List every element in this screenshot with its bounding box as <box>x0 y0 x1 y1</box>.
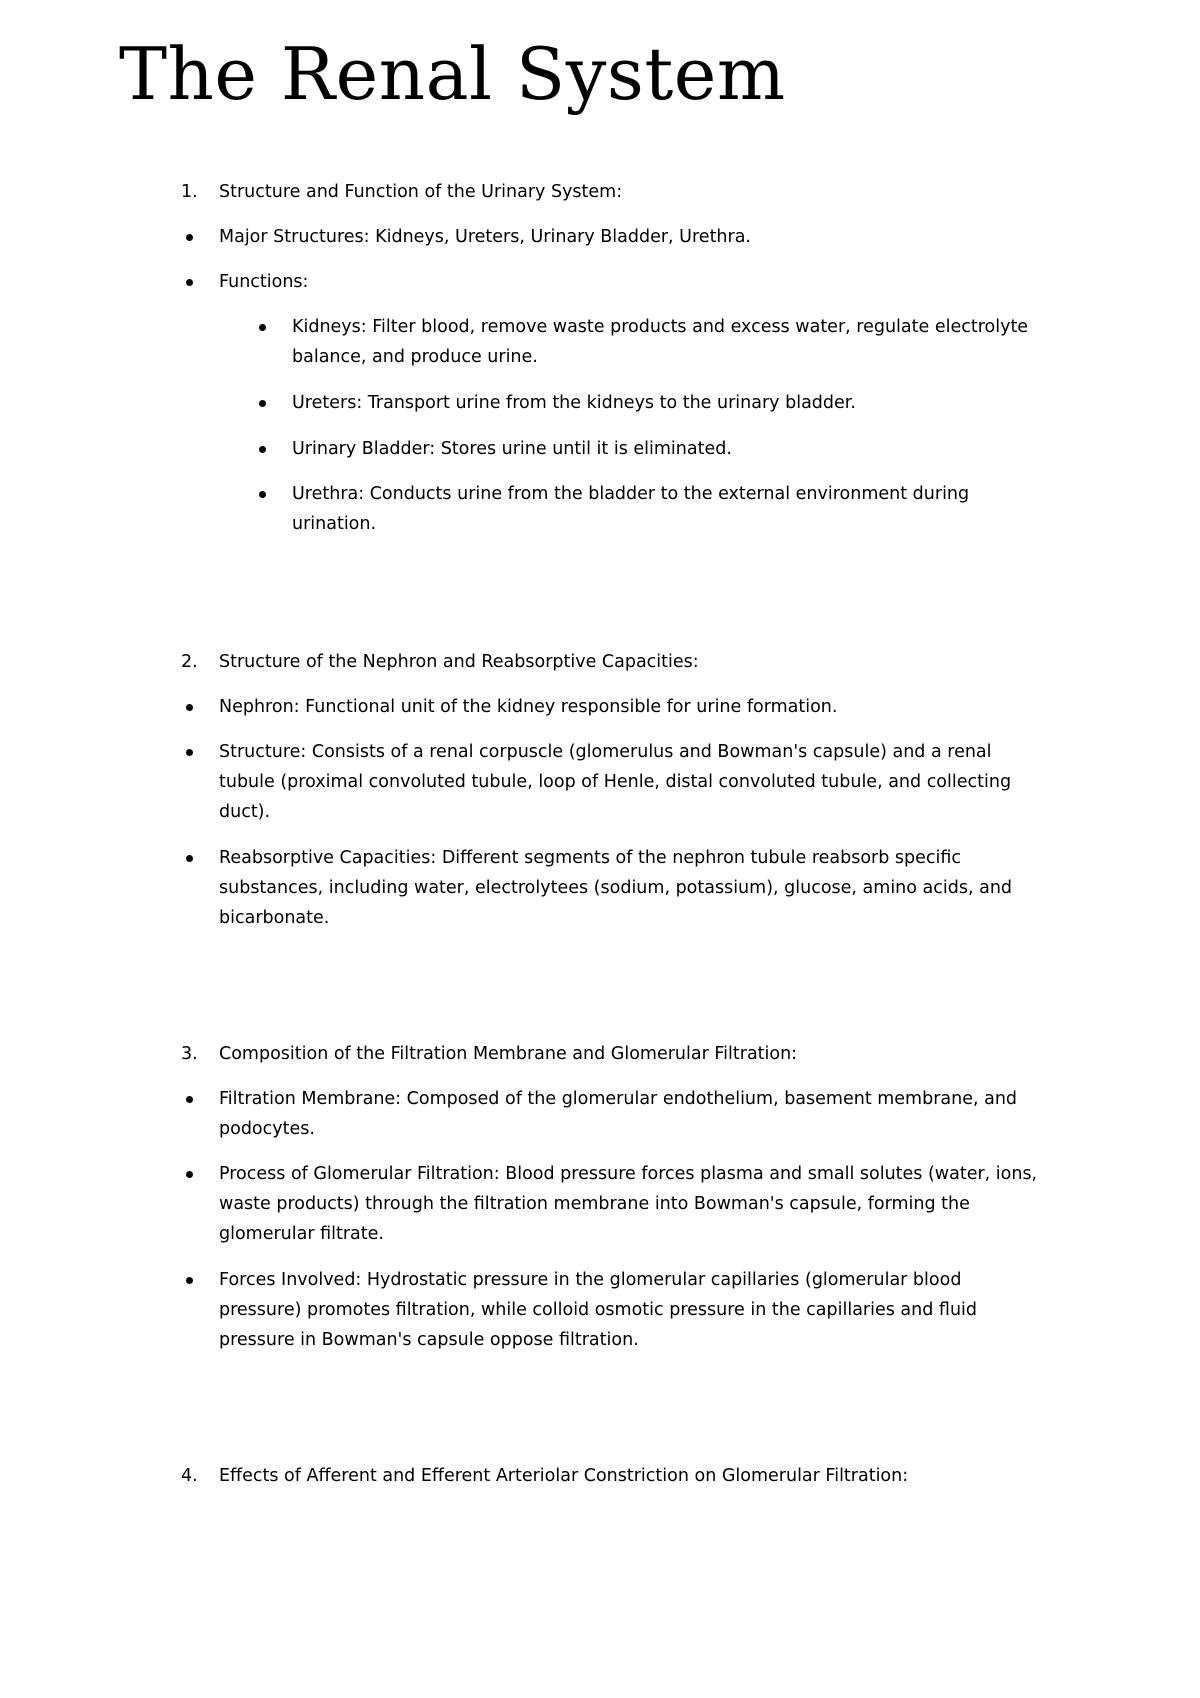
section-heading: Composition of the Filtration Membrane and Glomerular Filtration: <box>219 1044 798 1064</box>
section-heading: Effects of Afferent and Efferent Arteriolar Constriction on Glomerular Filtration: <box>219 1466 909 1486</box>
section-heading: Structure and Function of the Urinary System: <box>219 182 623 202</box>
bullet-text-line: Major Structures: Kidneys, Ureters, Urinary Bladder, Urethra. <box>219 227 751 247</box>
bullet-dot-icon <box>186 1171 193 1178</box>
bullet-dot-icon <box>186 1096 193 1103</box>
subbullet-text-line: Kidneys: Filter blood, remove waste products and excess water, regulate electrolyte <box>292 317 1029 337</box>
bullet-dot-icon <box>259 491 266 498</box>
bullet-text-line: Forces Involved: Hydrostatic pressure in the glomerular capillaries (glomerular blood <box>219 1270 962 1290</box>
bullet-text-line: Functions: <box>219 272 309 292</box>
subbullet-text-line: balance, and produce urine. <box>292 347 538 367</box>
bullet-text-line: glomerular filtrate. <box>219 1224 384 1244</box>
bullet-dot-icon <box>259 324 266 331</box>
bullet-text-line: Structure: Consists of a renal corpuscle (glomerulus and Bowman's capsule) and a renal <box>219 742 992 762</box>
list-number: 2. <box>181 652 198 672</box>
bullet-dot-icon <box>186 855 193 862</box>
bullet-text-line: waste products) through the filtration membrane into Bowman's capsule, forming the <box>219 1194 970 1214</box>
document-title: The Renal System <box>119 32 786 116</box>
bullet-dot-icon <box>186 234 193 241</box>
bullet-dot-icon <box>186 1277 193 1284</box>
subbullet-text-line: Urethra: Conducts urine from the bladder to the external environment during <box>292 484 970 504</box>
bullet-dot-icon <box>186 749 193 756</box>
bullet-text-line: Reabsorptive Capacities: Different segments of the nephron tubule reabsorb specific <box>219 848 962 868</box>
bullet-dot-icon <box>186 279 193 286</box>
bullet-text-line: bicarbonate. <box>219 908 330 928</box>
bullet-text-line: podocytes. <box>219 1119 315 1139</box>
subbullet-text-line: urination. <box>292 514 377 534</box>
bullet-dot-icon <box>186 704 193 711</box>
bullet-text-line: Nephron: Functional unit of the kidney responsible for urine formation. <box>219 697 838 717</box>
subbullet-text-line: Ureters: Transport urine from the kidneys to the urinary bladder. <box>292 393 856 413</box>
list-number: 1. <box>181 182 198 202</box>
bullet-text-line: Filtration Membrane: Composed of the glomerular endothelium, basement membrane, and <box>219 1089 1018 1109</box>
bullet-dot-icon <box>259 400 266 407</box>
bullet-text-line: pressure) promotes filtration, while colloid osmotic pressure in the capillaries and fluid <box>219 1300 978 1320</box>
bullet-dot-icon <box>259 446 266 453</box>
bullet-text-line: substances, including water, electrolytees (sodium, potassium), glucose, amino acids, and <box>219 878 1013 898</box>
section-heading: Structure of the Nephron and Reabsorptive Capacities: <box>219 652 699 672</box>
bullet-text-line: tubule (proximal convoluted tubule, loop of Henle, distal convoluted tubule, and collecting <box>219 772 1012 792</box>
bullet-text-line: duct). <box>219 802 271 822</box>
bullet-text-line: Process of Glomerular Filtration: Blood pressure forces plasma and small solutes (water, ions, <box>219 1164 1038 1184</box>
bullet-text-line: pressure in Bowman's capsule oppose filtration. <box>219 1330 639 1350</box>
subbullet-text-line: Urinary Bladder: Stores urine until it is eliminated. <box>292 439 732 459</box>
list-number: 3. <box>181 1044 198 1064</box>
list-number: 4. <box>181 1466 198 1486</box>
